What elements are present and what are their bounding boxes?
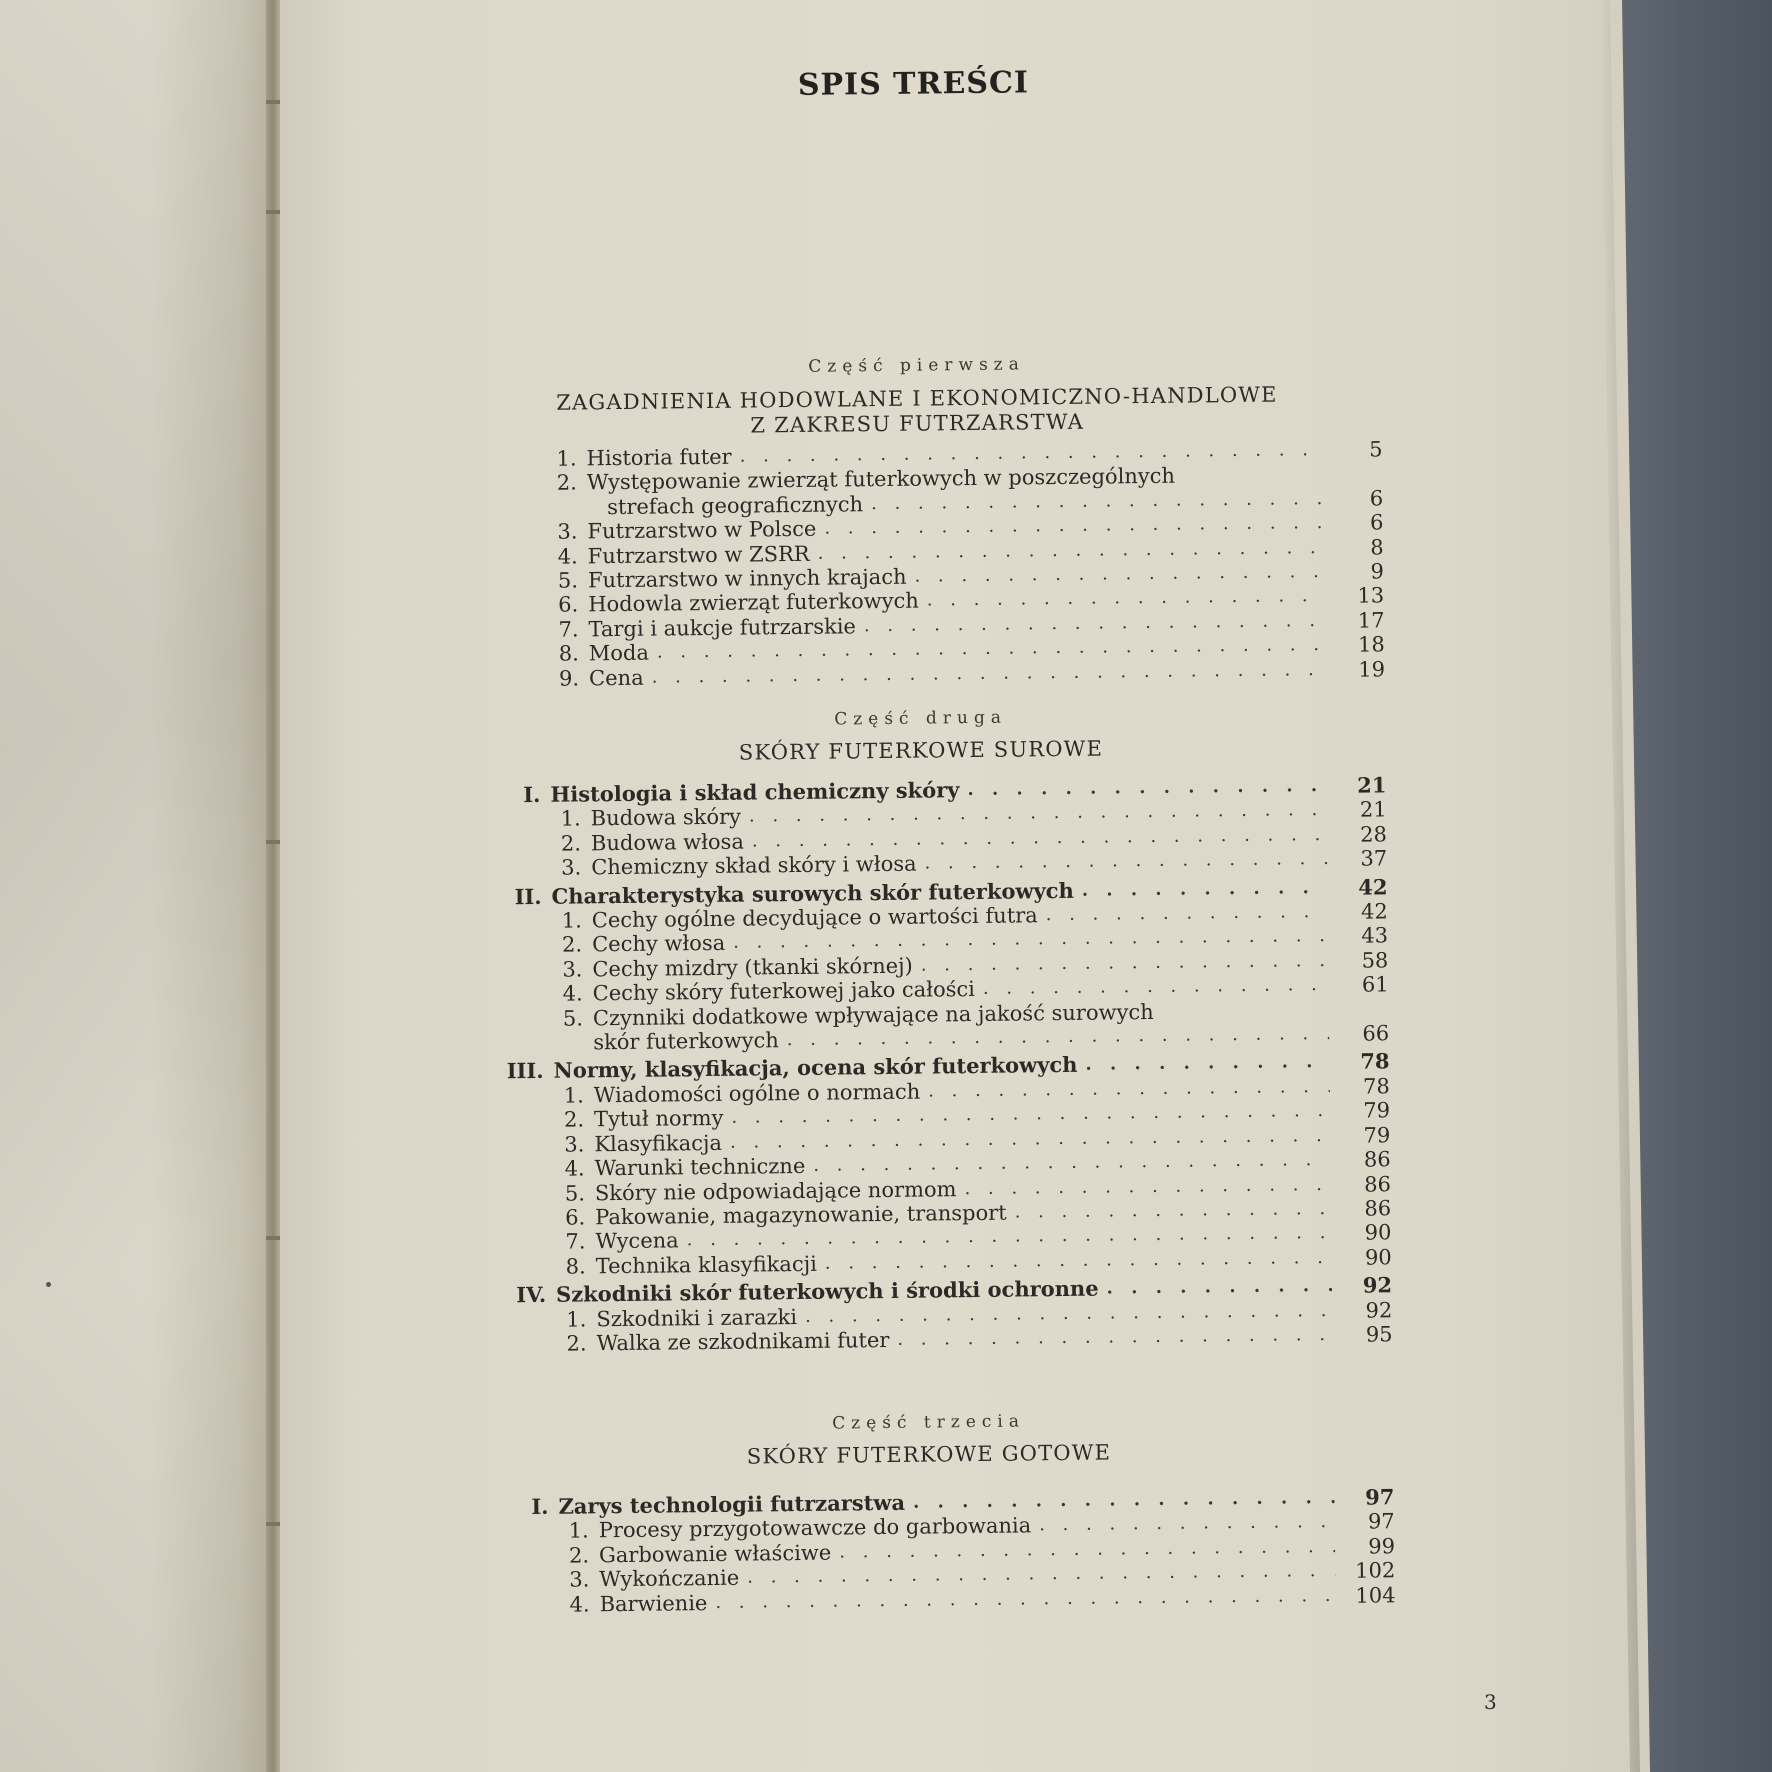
entry-title: Hodowla zwierząt futerkowych bbox=[588, 589, 919, 617]
entry-title: Tytuł normy bbox=[593, 1106, 724, 1132]
dot-leader bbox=[1039, 1510, 1335, 1538]
entry-title: Cechy mizdry (tkanki skórnej) bbox=[592, 953, 913, 982]
entry-number: 8. bbox=[558, 641, 579, 666]
chapter-number: III. bbox=[506, 1058, 544, 1084]
dot-leader bbox=[787, 1022, 1330, 1053]
part-title-line: SKÓRY FUTERKOWE GOTOWE bbox=[746, 1440, 1112, 1469]
entry-page: 18 bbox=[1357, 632, 1385, 657]
chapter-page: 92 bbox=[1362, 1272, 1393, 1298]
entry-title: Warunki techniczne bbox=[594, 1154, 806, 1181]
entry-page: 86 bbox=[1364, 1171, 1392, 1197]
entry-page: 104 bbox=[1355, 1582, 1396, 1608]
entry-number: 2. bbox=[561, 932, 583, 958]
entry-page: 21 bbox=[1359, 797, 1387, 823]
entry-page: 17 bbox=[1357, 608, 1385, 633]
entry-title: Targi i aukcje futrzarskie bbox=[588, 614, 857, 642]
entry-page: 28 bbox=[1360, 822, 1388, 847]
toc-list-part-3 bbox=[494, 1481, 1395, 1617]
entry-title: Cechy ogólne decydujące o wartości futra bbox=[591, 903, 1038, 933]
chapter-title: Histologia i skład chemiczny skóry bbox=[550, 777, 960, 807]
entry-number: 4. bbox=[557, 544, 578, 569]
entry-number: 7. bbox=[558, 617, 579, 642]
entry-number: 1. bbox=[566, 1306, 587, 1332]
entry-number: 4. bbox=[562, 981, 583, 1006]
entry-page: 37 bbox=[1360, 846, 1388, 871]
entry-number: 5. bbox=[562, 1006, 584, 1031]
binding-stitch bbox=[266, 1236, 280, 1240]
chapter-title: Zarys technologii futrzarstwa bbox=[558, 1489, 906, 1519]
entry-page: 42 bbox=[1360, 899, 1388, 924]
table-of-contents bbox=[478, 44, 1477, 1735]
toc-list-part-1 bbox=[482, 437, 1385, 691]
entry-number: 1. bbox=[563, 1083, 584, 1108]
entry-number: 4. bbox=[564, 1156, 585, 1181]
entry-title: Technika klasyfikacji bbox=[595, 1251, 818, 1279]
entry-title: Garbowanie właściwe bbox=[598, 1540, 832, 1568]
entry-number: 1. bbox=[560, 806, 581, 832]
entry-title: Czynniki dodatkowe wpływające na jakość surowych bbox=[592, 999, 1154, 1030]
entry-page: 95 bbox=[1365, 1322, 1393, 1347]
entry-title: Szkodniki i zarazki bbox=[596, 1304, 798, 1331]
dot-leader bbox=[1082, 876, 1328, 903]
left-page-fold-shading bbox=[0, 0, 272, 1772]
part-title-line: ZAGADNIENIA HODOWLANE I EKONOMICZNO-HANDLOWE bbox=[556, 382, 1278, 415]
part-title bbox=[482, 382, 1353, 442]
entry-page: 43 bbox=[1361, 923, 1389, 949]
entry-number: 6. bbox=[558, 592, 579, 618]
entry-number: 6. bbox=[565, 1205, 586, 1230]
chapter-title: Normy, klasyfikacja, ocena skór futerkowych bbox=[553, 1052, 1078, 1084]
part-title-line: SKÓRY FUTERKOWE SUROWE bbox=[738, 736, 1104, 765]
entry-title: Cena bbox=[588, 665, 644, 690]
entry-page: 8 bbox=[1370, 534, 1384, 560]
dot-leader bbox=[825, 1246, 1332, 1276]
entry-number: 1. bbox=[561, 908, 582, 933]
entry-page: 9 bbox=[1370, 559, 1385, 584]
entry-number: 2. bbox=[560, 831, 582, 856]
entry-page: 97 bbox=[1367, 1509, 1395, 1534]
left-page bbox=[0, 0, 272, 1772]
entry-title: Klasyfikacja bbox=[594, 1130, 723, 1156]
chapter-page: 97 bbox=[1365, 1484, 1395, 1510]
entry-title: Futrzarstwo w Polsce bbox=[587, 516, 817, 544]
entry-title: Walka ze szkodnikami futer bbox=[596, 1327, 890, 1356]
binding-stitch bbox=[266, 210, 280, 214]
entry-page: 90 bbox=[1364, 1244, 1392, 1270]
entry-page: 99 bbox=[1368, 1534, 1396, 1559]
entry-page: 86 bbox=[1363, 1147, 1391, 1172]
entry-number: 9. bbox=[558, 666, 580, 691]
entry-title: Wiadomości ogólne o normach bbox=[593, 1079, 921, 1108]
entry-title-continued: strefach geograficznych bbox=[607, 492, 864, 519]
entry-title: Chemiczny skład skóry i włosa bbox=[591, 851, 917, 880]
entry-title: Cechy włosa bbox=[591, 931, 726, 957]
dot-leader bbox=[897, 1323, 1333, 1352]
entry-number: 5. bbox=[564, 1180, 586, 1206]
entry-number: 2. bbox=[556, 470, 578, 496]
chapter-page: 42 bbox=[1358, 873, 1388, 900]
entry-number: 3. bbox=[564, 1132, 585, 1157]
page-title: SPIS TREŚCI bbox=[797, 65, 1030, 103]
part-title-line: Z ZAKRESU FUTRZARSTWA bbox=[750, 409, 1085, 438]
entry-page: 6 bbox=[1369, 486, 1384, 511]
chapter-title: Szkodniki skór futerkowych i środki ochronne bbox=[555, 1275, 1099, 1307]
entry-title: Procesy przygotowawcze do garbowania bbox=[598, 1513, 1032, 1543]
chapter-number: I. bbox=[523, 781, 541, 808]
entry-title-continued: skór futerkowych bbox=[593, 1028, 779, 1055]
entry-page: 86 bbox=[1364, 1196, 1392, 1221]
page-number: 3 bbox=[1484, 1690, 1497, 1714]
entry-title: Wykończanie bbox=[599, 1565, 740, 1592]
entry-number: 3. bbox=[561, 855, 582, 880]
entry-page: 58 bbox=[1361, 948, 1389, 973]
entry-number: 1. bbox=[556, 446, 577, 471]
chapter-number: IV. bbox=[516, 1281, 547, 1308]
entry-title: Pakowanie, magazynowanie, transport bbox=[595, 1200, 1007, 1230]
chapter-number: II. bbox=[514, 883, 542, 909]
dot-leader bbox=[924, 847, 1327, 876]
entry-title: Budowa skóry bbox=[590, 805, 742, 831]
chapter-number: I. bbox=[531, 1493, 549, 1520]
entry-page: 102 bbox=[1355, 1558, 1396, 1583]
entry-number: 8. bbox=[565, 1254, 586, 1279]
paper-speck bbox=[46, 1282, 51, 1287]
dot-leader bbox=[1046, 900, 1328, 928]
entry-page: 19 bbox=[1358, 656, 1386, 682]
binding-stitch bbox=[266, 840, 280, 844]
entry-page: 66 bbox=[1362, 1021, 1390, 1046]
entry-number: 3. bbox=[562, 957, 583, 982]
entry-title: Moda bbox=[588, 640, 650, 666]
entry-number: 3. bbox=[557, 519, 578, 544]
part-label: Część druga bbox=[834, 707, 1008, 730]
entry-page: 79 bbox=[1363, 1098, 1391, 1123]
entry-page: 61 bbox=[1361, 972, 1389, 997]
entry-number: 1. bbox=[568, 1518, 589, 1544]
entry-title: Wycena bbox=[595, 1228, 679, 1254]
entry-title: Budowa włosa bbox=[590, 829, 745, 856]
dot-leader bbox=[1085, 1050, 1329, 1077]
entry-title: Barwienie bbox=[599, 1590, 708, 1616]
binding-stitch bbox=[266, 1522, 280, 1526]
entry-number: 7. bbox=[565, 1229, 586, 1254]
part-label: Część trzecia bbox=[832, 1411, 1026, 1434]
entry-title: Futrzarstwo w ZSRR bbox=[587, 541, 810, 568]
dot-leader bbox=[1106, 1274, 1332, 1301]
chapter-page: 21 bbox=[1356, 772, 1387, 798]
entry-page: 13 bbox=[1357, 583, 1385, 609]
chapter-title: Charakterystyka surowych skór futerkowych bbox=[551, 877, 1074, 909]
entry-number: 2. bbox=[568, 1543, 590, 1568]
entry-number: 2. bbox=[566, 1331, 587, 1356]
part-title bbox=[494, 1438, 1364, 1473]
chapter-page: 78 bbox=[1360, 1048, 1390, 1075]
book-gutter bbox=[266, 0, 280, 1772]
entry-page: 92 bbox=[1365, 1297, 1393, 1323]
entry-title: Występowanie zwierząt futerkowych w poszczególnych bbox=[586, 464, 1176, 495]
part-label: Część pierwsza bbox=[808, 354, 1025, 377]
entry-number: 2. bbox=[563, 1107, 585, 1132]
entry-number: 5. bbox=[557, 568, 579, 593]
entry-page: 5 bbox=[1369, 437, 1383, 462]
entry-number: 3. bbox=[569, 1567, 590, 1592]
entry-title: Cechy skóry futerkowej jako całości bbox=[592, 977, 976, 1006]
entry-page: 6 bbox=[1369, 510, 1384, 535]
entry-title: Skóry nie odpowiadające normom bbox=[594, 1176, 957, 1205]
entry-title: Futrzarstwo w innych krajach bbox=[587, 564, 907, 593]
dot-leader bbox=[1015, 1197, 1332, 1225]
entry-title: Historia futer bbox=[586, 444, 732, 471]
entry-page: 79 bbox=[1363, 1122, 1391, 1148]
binding-stitch bbox=[266, 100, 280, 104]
entry-page: 90 bbox=[1364, 1220, 1392, 1245]
part-title bbox=[486, 734, 1356, 769]
entry-number: 4. bbox=[569, 1592, 590, 1617]
toc-list-part-2 bbox=[486, 769, 1392, 1357]
entry-page: 78 bbox=[1362, 1074, 1390, 1099]
